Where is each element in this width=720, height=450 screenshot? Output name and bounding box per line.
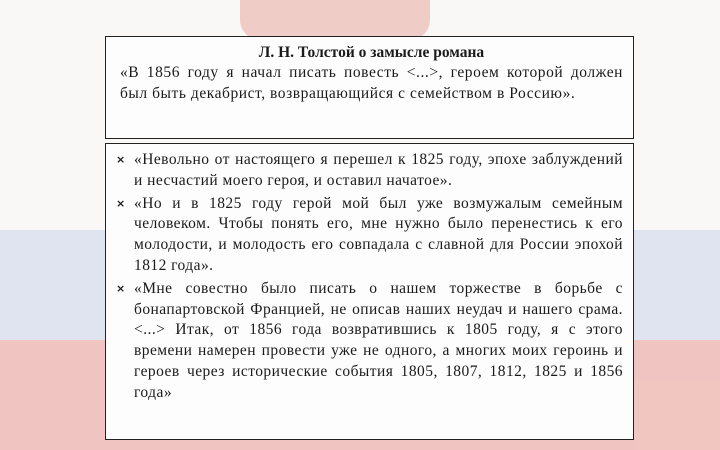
intro-quote: «В 1856 году я начал писать повесть <...>, героем которой должен был быть декабрист, возвращающийся с семейством в Россию».: [120, 64, 623, 102]
cross-bullet-icon: ×: [116, 196, 126, 210]
quotes-box: [105, 143, 634, 440]
cross-bullet-icon: ×: [116, 153, 126, 166]
quote-text: «Невольно от настоящего я перешел к 1825 году, эпохе заблуждений и несчастий моего героя, и оставил начатое».: [134, 151, 623, 189]
quote-item: [116, 194, 623, 277]
intro-box: [105, 36, 634, 139]
quote-item: [116, 150, 623, 192]
quote-item: [116, 279, 623, 404]
cross-bullet-icon: ×: [116, 281, 126, 295]
quote-text: «Мне совестно было писать о нашем торжестве в борьбе с бонапартовской Францией, не описав наших неудач и нашего срама. <...> Итак, от 1856 года возвратившись к 1805 году, я с этого времени намерен провести уже не одного, а многих моих героинь и героев через исторические события 1805, 1807, 1812, 1825 и 1856 года»: [134, 279, 623, 401]
page-title: Л. Н. Толстой о замысле романа: [258, 44, 485, 61]
quote-text: «Но и в 1825 году герой мой был уже возмужалым семейным человеком. Чтобы понять его, мне нужно было перенестись к его молодости, и молодость его совпадала с славной для России эпохой 1812 года».: [134, 194, 623, 274]
